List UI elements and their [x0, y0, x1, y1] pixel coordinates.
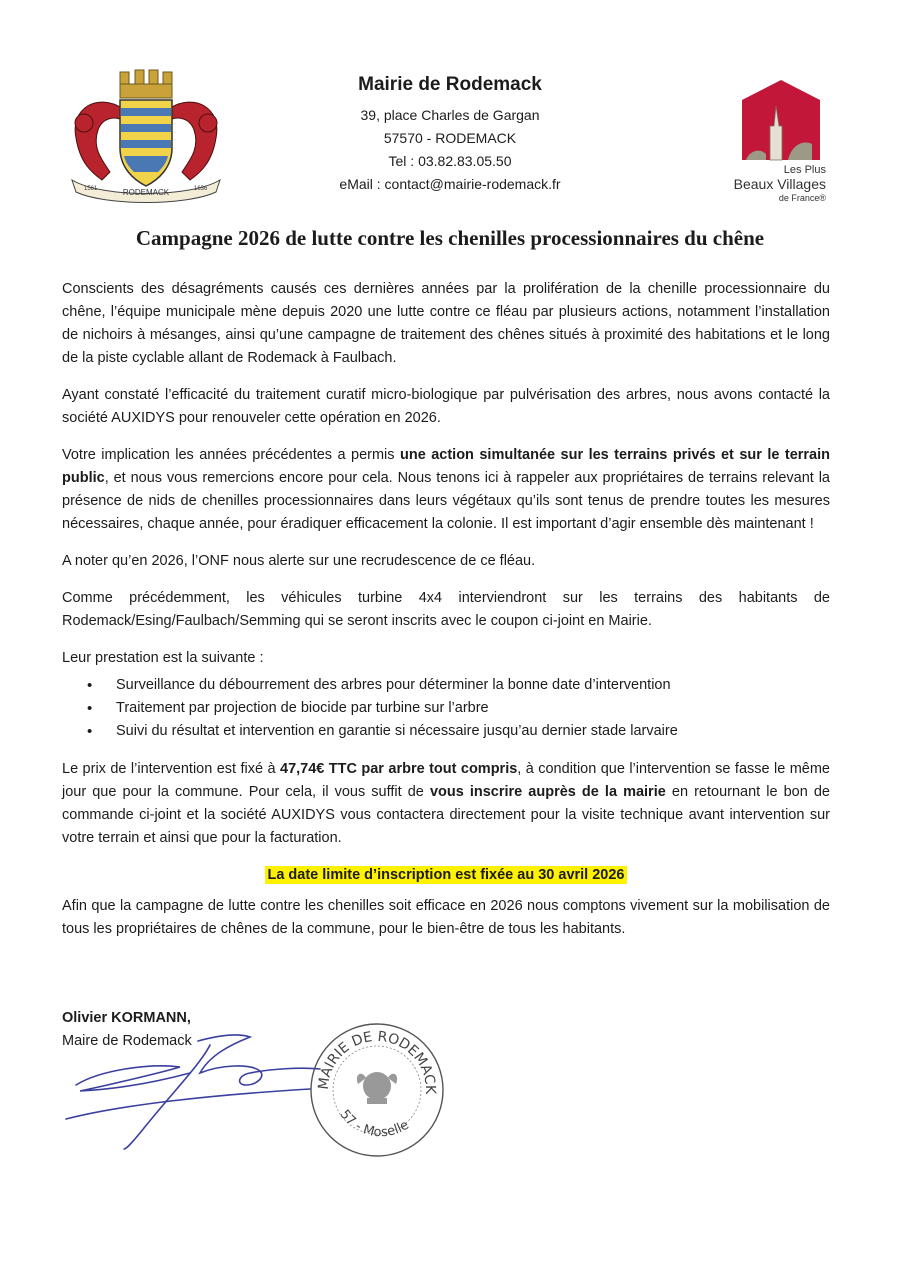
pbv-line-2: Beaux Villages [733, 176, 826, 192]
paragraph-5: Comme précédemment, les véhicules turbine 4x4 interviendront sur les terrains des habitants de Rodemack/Esing/Faulbach/Semming qui se seront inscrits avec le coupon ci-joint en Mairie. [62, 590, 830, 629]
letter-body [62, 278, 830, 955]
signatory-role: Maire de Rodemack [62, 1033, 192, 1049]
address-line-1: 39, place Charles de Gargan [360, 107, 540, 123]
letterhead [300, 74, 600, 196]
list-item: • Surveillance du débourrement des arbres pour déterminer la bonne date d’intervention [62, 674, 830, 697]
email: eMail : contact@mairie-rodemack.fr [339, 176, 561, 192]
mairie-stamp [306, 1018, 448, 1158]
stamp-top-text: MAIRIE DE RODEMACK [315, 1028, 439, 1095]
pbv-line-1: Les Plus [783, 164, 826, 176]
paragraph-3 [62, 444, 830, 536]
price-text-c: en retournant le bon de commande ci-joint et la société AUXIDYS vous contactera directement pour la visite technique avant intervention sur votre terrain et ainsi que pour la facturation. [62, 784, 830, 846]
stamp-bottom-text: 57 - Moselle [336, 1107, 412, 1141]
price-text-b: , à condition que l’intervention se fasse le même jour que pour la commune. Pour cela, il vous suffit de [62, 761, 830, 800]
list-item: • Suivi du résultat et intervention en garantie si nécessaire jusqu’au dernier stade larvaire [62, 720, 830, 743]
paragraph-3-bold: une action simultanée sur les terrains privés et sur le terrain public [62, 447, 831, 486]
crest-ribbon-text: RODEMACK [122, 188, 170, 197]
price-paragraph [62, 758, 830, 850]
list-item: • Traitement par projection de biocide par turbine sur l’arbre [62, 697, 830, 720]
document-title: Campagne 2026 de lutte contre les chenilles processionnaires du chêne [135, 226, 765, 250]
plus-beaux-villages-text [730, 164, 826, 205]
address-line-2: 57570 - RODEMACK [383, 130, 517, 146]
paragraph-3-text-a: Votre implication les années précédentes a permis [62, 447, 400, 463]
registration-bold: vous inscrire auprès de la mairie [429, 784, 666, 800]
pbv-line-3: de France® [778, 193, 826, 203]
services-intro: Leur prestation est la suivante : [62, 650, 264, 666]
paragraph-2: Ayant constaté l’efficacité du traitement curatif micro-biologique par pulvérisation des arbres, nous avons contacté la société AUXIDYS pour renouveler cette opération en 2026. [62, 387, 830, 426]
price-bold: 47,74€ TTC par arbre tout compris [280, 761, 518, 777]
crest-year-left: 1561 [84, 186, 98, 192]
paragraph-3-text-b: , et nous vous remercions encore pour cela. Nous tenons ici à rappeler aux propriétaires de terrains relevant la présence de nids de chenilles processionnaires dans leurs végétaux qu’ils sont tenus de prendre toutes les mesures nécessaires, chaque année, pour éradiquer efficacement la colonie. Il est important d’agir ensemble dès maintenant ! [62, 470, 830, 532]
paragraph-1: Conscients des désagréments causés ces dernières années par la prolifération de la chenille processionnaire du chêne, l’équipe municipale mène depuis 2020 une lutte contre ce fléau par plusieurs actions, notamment l’installation de nichoirs à mésanges, ainsi qu’une campagne de traitement des chênes situés à proximité des habitations et le long de la piste cyclable allant de Rodemack à Faulbach. [62, 281, 830, 366]
org-name: Mairie de Rodemack [358, 74, 542, 95]
paragraph-4: A noter qu’en 2026, l’ONF nous alerte sur une recrudescence de ce fléau. [62, 553, 536, 569]
closing-paragraph: Afin que la campagne de lutte contre les chenilles soit efficace en 2026 nous comptons vivement sur la mobilisation de tous les propriétaires de chênes de la commune, pour le bien-être de tous les habitants. [62, 898, 830, 937]
price-text-a: Le prix de l’intervention est fixé à [62, 761, 280, 777]
services-list [62, 674, 830, 743]
crest-year-right: 1636 [194, 186, 208, 192]
phone: Tel : 03.82.83.05.50 [388, 153, 512, 169]
coat-of-arms-logo [62, 68, 230, 203]
signatory-name: Olivier KORMANN, [62, 1010, 191, 1026]
deadline-highlight: La date limite d’inscription est fixée au 30 avril 2026 [267, 867, 625, 883]
